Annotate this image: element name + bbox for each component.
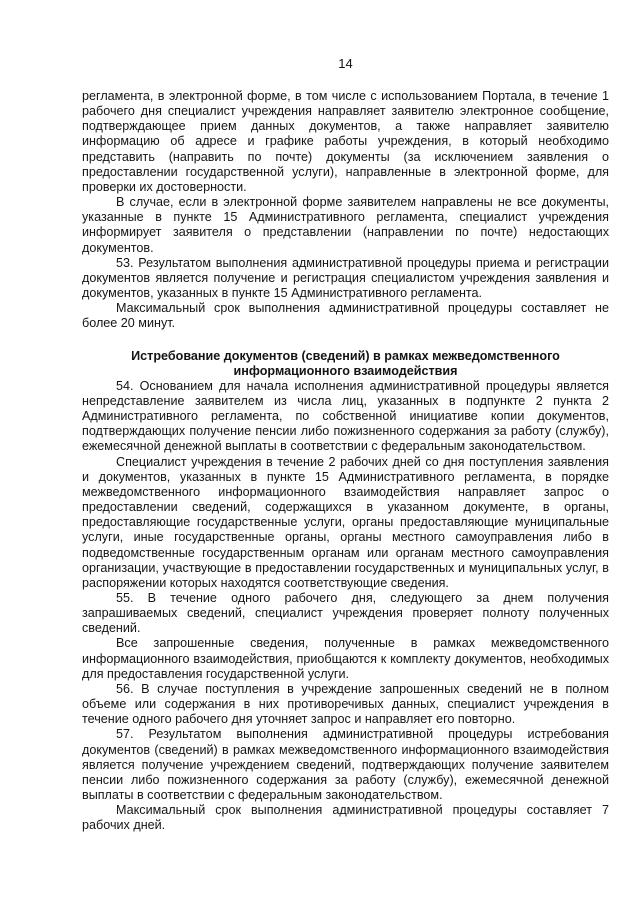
- paragraph: 53. Результатом выполнения административной процедуры приема и регистрации документов является получение и регистрация специалистом учреждения заявления и документов, указанных в пункте 15 Административного регламента.: [82, 255, 609, 301]
- paragraph: 57. Результатом выполнения административной процедуры истребования документов (сведений) в рамках межведомственного информационного взаимодействия является получение учреждением сведений, подтверждающих получение заявителем пенсии либо пожизненного содержания за работу (службу), ежемесячной денежной выплаты в соответствии с федеральным законодательством.: [82, 727, 609, 803]
- paragraph: Максимальный срок выполнения административной процедуры составляет не более 20 минут.: [82, 301, 609, 331]
- paragraph: Специалист учреждения в течение 2 рабочих дней со дня поступления заявления и документов, указанных в пункте 15 Административного регламента, в порядке межведомственного информационного взаимодействия направляет запрос о предоставлении сведений, содержащихся в указанном документе, в органы, предоставляющие государственные услуги, органы предоставляющие муниципальные услуги, иные государственные органы, органы местного самоуправления либо в подведомственные государственным органам или органам местного самоуправления организации, участвующие в предоставлении государственных и муниципальных услуг, в распоряжении которых находятся соответствующие сведения.: [82, 454, 609, 590]
- section-title: Истребование документов (сведений) в рамках межведомственного информационного взаимодействия: [131, 348, 560, 378]
- paragraph: Максимальный срок выполнения административной процедуры составляет 7 рабочих дней.: [82, 803, 609, 833]
- paragraphs-after: [82, 379, 609, 834]
- paragraph: регламента, в электронной форме, в том числе с использованием Портала, в течение 1 рабочего дня специалист учреждения направляет заявителю электронное сообщение, подтверждающее прием данных документов, а также направляет заявителю информацию об адресе и графике работы учреждения, в который необходимо представить (направить по почте) документы (за исключением заявления о предоставлении государственной услуги), направленные в электронной форме, для проверки их достоверности.: [82, 89, 609, 194]
- paragraph: 56. В случае поступления в учреждение запрошенных сведений не в полном объеме или содержания в них противоречивых данных, специалист учреждения в течение одного рабочего дня уточняет запрос и направляет его повторно.: [82, 681, 609, 727]
- paragraphs-before: [82, 89, 609, 332]
- paragraph: 55. В течение одного рабочего дня, следующего за днем получения запрашиваемых сведений, специалист учреждения проверяет полноту полученных сведений.: [82, 591, 609, 636]
- paragraph: В случае, если в электронной форме заявителем направлены не все документы, указанные в пункте 15 Административного регламента, специалист учреждения информирует заявителя о представлении (направлении по почте) недостающих документов.: [82, 195, 609, 255]
- document-page: [82, 56, 609, 834]
- paragraph: 54. Основанием для начала исполнения административной процедуры является непредставление заявителем из числа лиц, указанных в подпункте 2 пункта 2 Административного регламента, по собственной инициативе копии документов, подтверждающих получение пенсии либо пожизненного содержания за работу (службу), ежемесячной денежной выплаты в соответствии с федеральным законодательством.: [82, 378, 609, 454]
- paragraph: Все запрошенные сведения, полученные в рамках межведомственного информационного взаимодействия, приобщаются к комплекту документов, необходимых для предоставления государственной услуги.: [82, 636, 609, 681]
- page-number: 14: [338, 56, 353, 71]
